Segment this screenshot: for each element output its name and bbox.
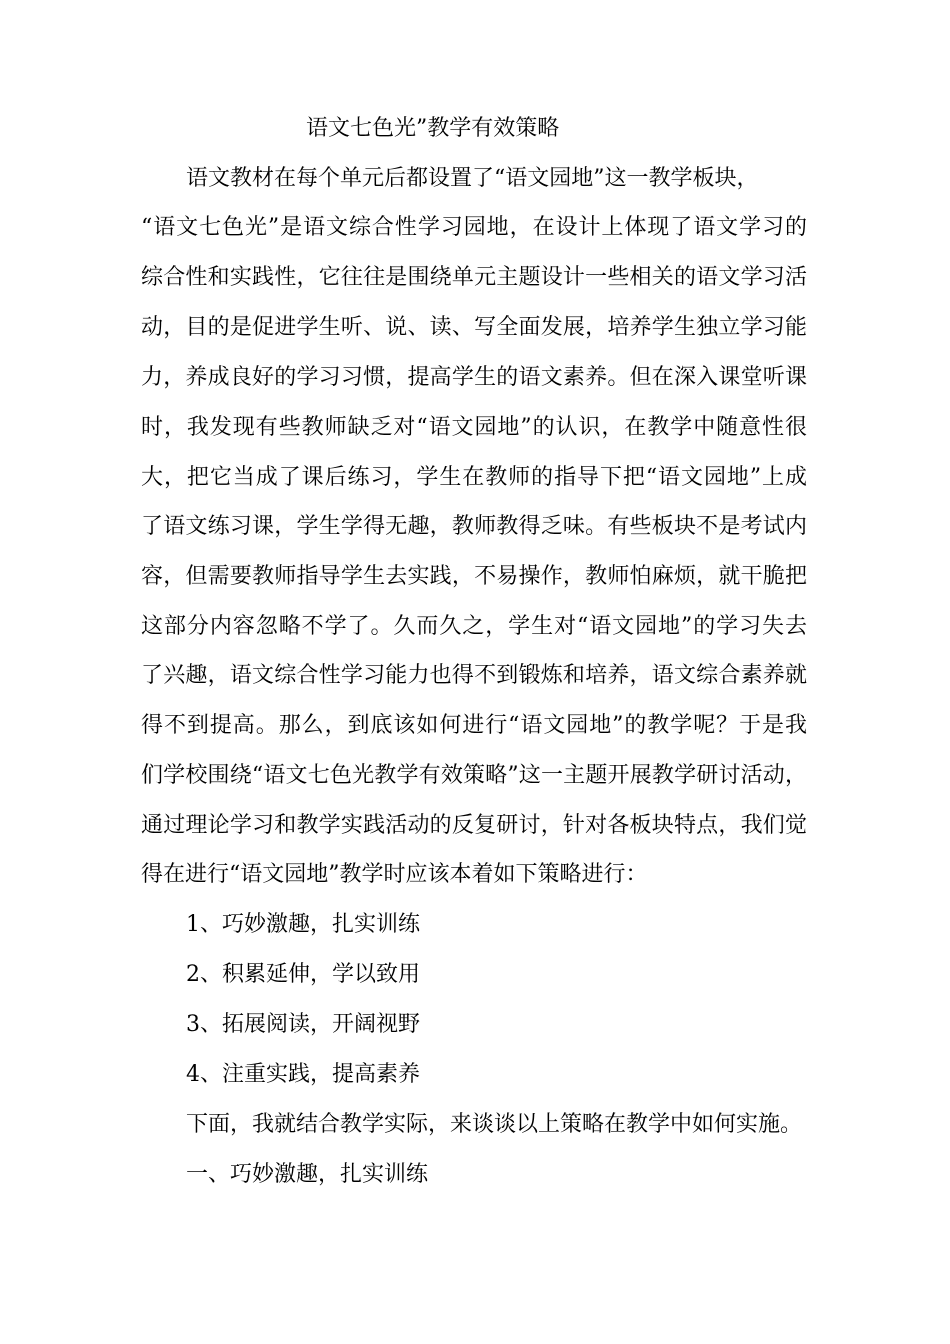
transition-paragraph: 下面，我就结合教学实际，来谈谈以上策略在教学中如何实施。 — [186, 1112, 803, 1137]
document-title: 语文七色光”教学有效策略 — [306, 116, 560, 141]
paragraph-line-15: 得在进行“语文园地”教学时应该本着如下策略进行： — [141, 862, 648, 887]
paragraph-line-6: 时，我发现有些教师缺乏对“语文园地”的认识，在教学中随意性很 — [141, 415, 807, 440]
paragraph-line-7: 大，把它当成了课后练习，学生在教师的指导下把“语文园地”上成 — [141, 465, 807, 490]
paragraph-line-1: 语文教材在每个单元后都设置了“语文园地”这一教学板块， — [186, 166, 759, 191]
paragraph-line-3: 综合性和实践性，它往往是围绕单元主题设计一些相关的语文学习活 — [141, 265, 807, 290]
paragraph-line-14: 通过理论学习和教学实践活动的反复研讨，针对各板块特点，我们觉 — [141, 813, 807, 838]
strategy-item-4: 4、注重实践，提高素养 — [186, 1062, 420, 1087]
paragraph-line-13: 们学校围绕“语文七色光教学有效策略”这一主题开展教学研讨活动， — [141, 763, 807, 788]
paragraph-line-11: 了兴趣，语文综合性学习能力也得不到锻炼和培养，语文综合素养就 — [141, 663, 807, 688]
paragraph-line-12: 得不到提高。那么，到底该如何进行“语文园地”的教学呢？于是我 — [141, 713, 807, 738]
paragraph-line-10: 这部分内容忽略不学了。久而久之，学生对“语文园地”的学习失去 — [141, 614, 807, 639]
paragraph-line-9: 容，但需要教师指导学生去实践，不易操作，教师怕麻烦，就干脆把 — [141, 564, 807, 589]
paragraph-line-2: “语文七色光”是语文综合性学习园地，在设计上体现了语文学习的 — [141, 215, 807, 240]
strategy-item-2: 2、积累延伸，学以致用 — [186, 962, 420, 987]
paragraph-line-4: 动，目的是促进学生听、说、读、写全面发展，培养学生独立学习能 — [141, 315, 807, 340]
paragraph-line-5: 力，养成良好的学习习惯，提高学生的语文素养。但在深入课堂听课 — [141, 365, 807, 390]
paragraph-line-8: 了语文练习课，学生学得无趣，教师教得乏味。有些板块不是考试内 — [141, 514, 807, 539]
strategy-item-3: 3、拓展阅读，开阔视野 — [186, 1012, 420, 1037]
strategy-item-1: 1、巧妙激趣，扎实训练 — [186, 912, 420, 937]
section-heading: 一、巧妙激趣，扎实训练 — [186, 1162, 429, 1187]
